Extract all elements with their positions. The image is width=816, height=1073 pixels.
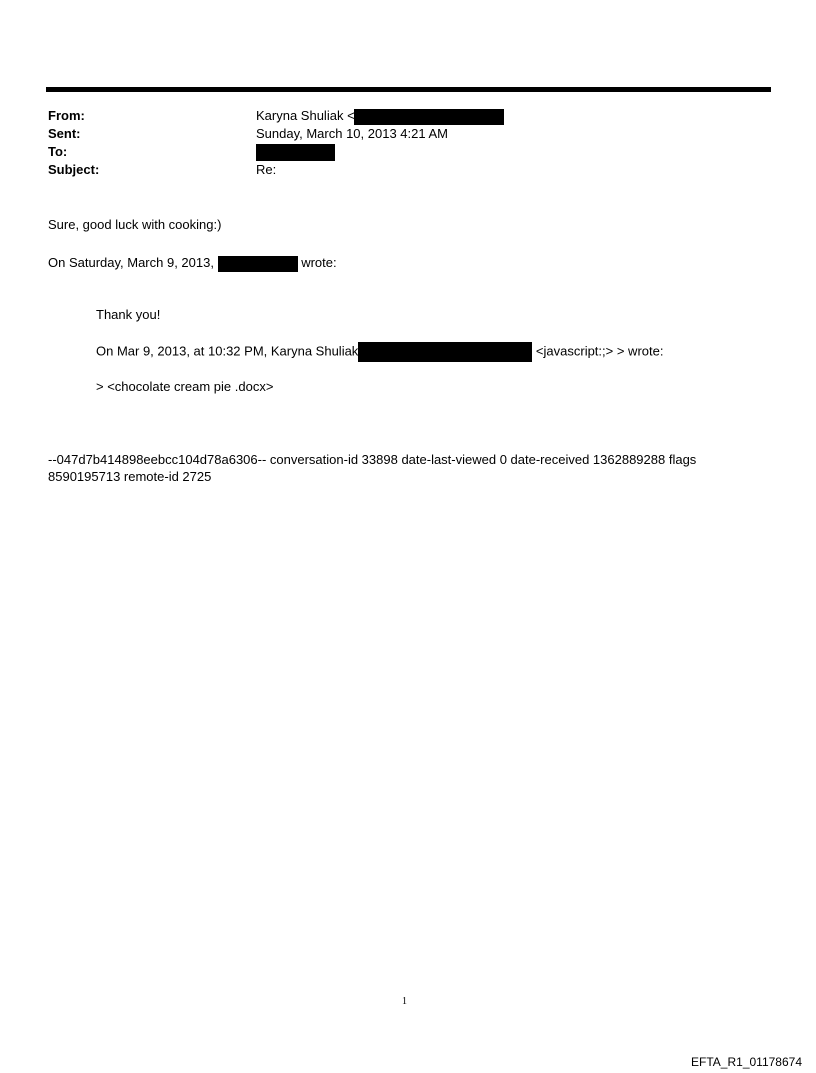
on-wrote-line (48, 254, 337, 272)
redaction-box (218, 256, 298, 272)
subject-label: Subject: (48, 162, 100, 177)
from-bracket: < (347, 108, 355, 123)
to-label: To: (48, 144, 68, 159)
quoted-header-prefix: On Mar 9, 2013, at 10:32 PM, Karyna Shuliak (96, 343, 359, 359)
sent-label: Sent: (48, 126, 81, 141)
page-number: 1 (402, 996, 407, 1007)
reply-line: Sure, good luck with cooking:) (48, 217, 222, 232)
header-rule (46, 87, 771, 92)
sent-value: Sunday, March 10, 2013 4:21 AM (256, 126, 448, 141)
thank-you-line: Thank you! (96, 307, 161, 322)
from-name: Karyna Shuliak (256, 108, 344, 123)
from-value (256, 108, 504, 125)
from-label: From: (48, 108, 85, 123)
attachment-line: > <chocolate cream pie .docx> (96, 379, 274, 394)
to-value (256, 144, 335, 161)
redaction-box (358, 342, 532, 362)
on-wrote-prefix: On Saturday, March 9, 2013, (48, 255, 214, 270)
redaction-box (256, 144, 335, 161)
message-metadata: --047d7b414898eebcc104d78a6306-- conversation-id 33898 date-last-viewed 0 date-received 1362889288 flags 8590195713 remote-id 2725 (48, 452, 697, 484)
bates-number: EFTA_R1_01178674 (691, 1055, 802, 1069)
subject-value: Re: (256, 162, 277, 177)
redaction-box (354, 109, 504, 125)
quoted-header-suffix: <javascript:;> > wrote: (532, 343, 664, 359)
quoted-header-line (96, 342, 663, 362)
on-wrote-suffix: wrote: (301, 255, 337, 270)
